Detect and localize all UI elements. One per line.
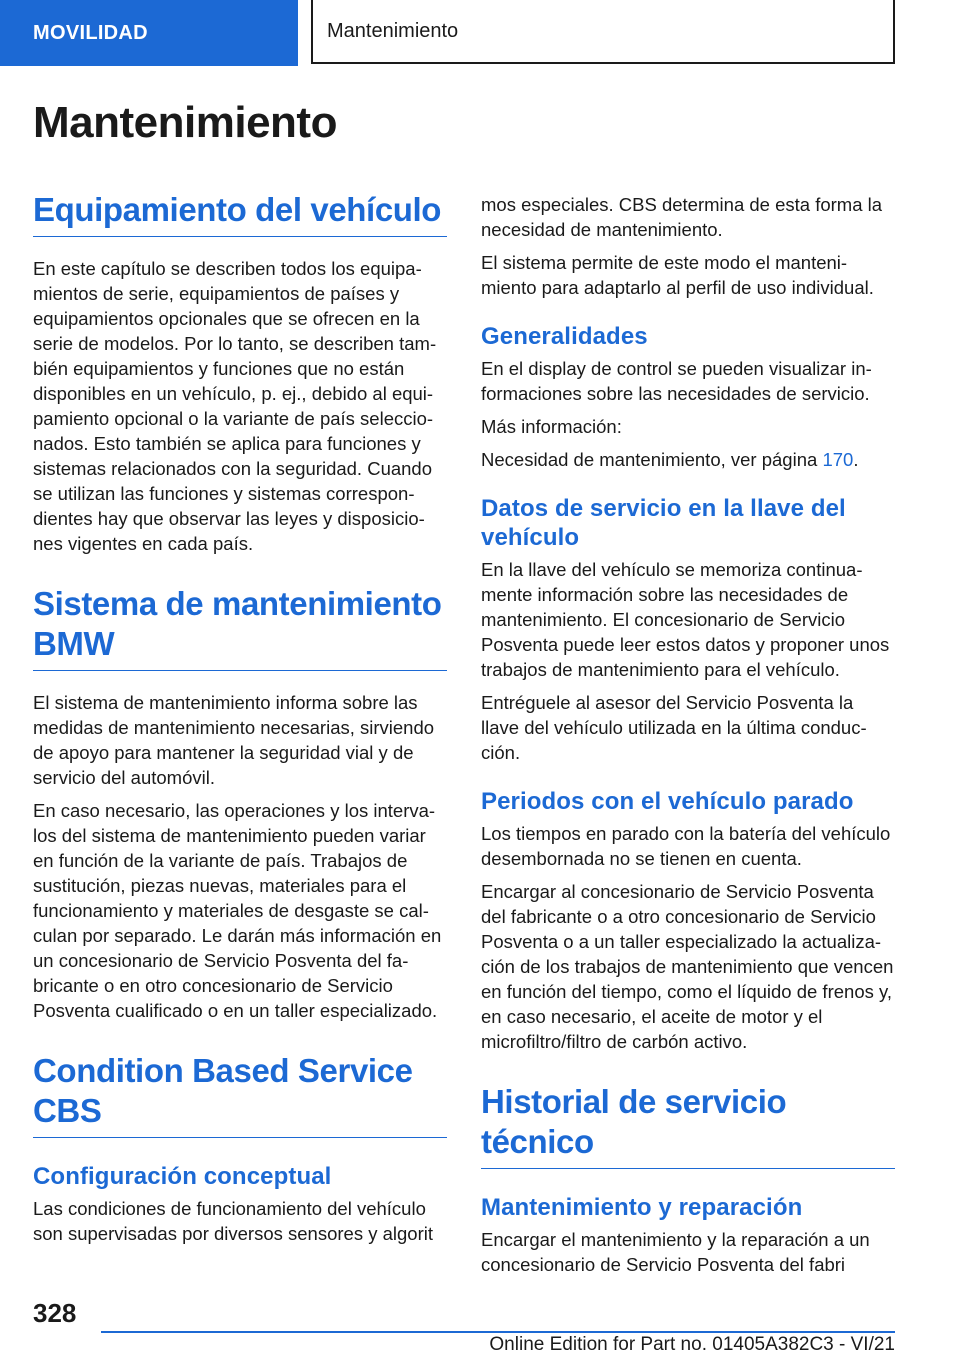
paragraph-equipamiento: En este capítulo se describen todos los equipamientos de serie, equipamientos de países y equipamientos opcionales que se ofrecen en la serie de modelos. Por lo tanto, se describen también equipamientos y funciones que no están disponibles en un vehículo, p. ej., debido al equipamiento opcional o la variante de país seleccionados. Esto también se aplica para funciones y sistemas relacionados con la seguridad. Cuando se utilizan las funciones y sistemas correspondientes hay que observar las leyes y disposiciones vigentes en cada país.	[33, 258, 437, 554]
paragraph-sistema-1: El sistema de mantenimiento informa sobre las medidas de mantenimiento necesarias, sirviendo de apoyo para mantener la seguridad vial y de servicio del automóvil.	[33, 692, 435, 788]
subheading-generalidades: Generalidades	[481, 323, 648, 350]
page-number: 328	[33, 1298, 77, 1328]
heading-cbs: Condition Based Service CBS	[33, 1051, 447, 1138]
chapter-header	[311, 0, 895, 64]
page-title: Mantenimiento	[33, 98, 337, 147]
heading-equipamiento: Equipamiento del vehículo	[33, 190, 447, 237]
paragraph-periodos-2: Encargar al concesionario de Servicio Posventa del fabricante o a otro concesionario de Servicio Posventa o a un taller especializado la actualización de los trabajos de mantenimiento que vencen en función del tiempo, como el líquido de frenos y, en caso necesario, el aceite de motor y el microfiltro/filtro de carbón activo.	[481, 881, 894, 1052]
footer-edition: Online Edition for Part no. 01405A382C3 - VI/21	[489, 1334, 895, 1355]
subheading-datos-servicio: Datos de servicio en la llave del vehículo	[481, 495, 846, 551]
heading-sistema-mantenimiento: Sistema de mantenimiento BMW	[33, 584, 447, 671]
section-label: MOVILIDAD	[33, 21, 148, 44]
chapter-label: Mantenimiento	[327, 19, 459, 42]
paragraph-datos-2: Entréguele al asesor del Servicio Posventa la llave del vehículo utilizada en la última conducción.	[481, 692, 867, 763]
section-tab	[0, 0, 298, 66]
paragraph-sistema-2: En caso necesario, las operaciones y los intervalos del sistema de mantenimiento pueden variar en función de la variante de país. Trabajos de sustitución, piezas nuevas, materiales para el funcionamiento y materiales de desgaste se calculan por separado. Le darán más información en un concesionario de Servicio Posventa del fabricante o en otro concesionario de Servicio Posventa cualificado o en un taller especializado.	[33, 800, 442, 1021]
paragraph-datos-1: En la llave del vehículo se memoriza continuamente información sobre las necesidades de mantenimiento. El concesionario de Servicio Posventa puede leer estos datos y proponer unos trabajos de mantenimiento para el vehículo.	[481, 559, 890, 680]
right-column	[481, 192, 895, 1277]
page-link-170[interactable]: 170	[822, 449, 854, 470]
heading-historial: Historial de servicio técnico	[481, 1082, 895, 1169]
reference-suffix: .	[853, 449, 859, 470]
subheading-periodos: Periodos con el vehículo parado	[481, 788, 854, 815]
paragraph-generalidades-3	[481, 447, 895, 472]
left-column	[33, 190, 447, 1246]
paragraph-mantenimiento-reparacion: Encargar el mantenimiento y la reparación a un concesionario de Servicio Posventa del fabri	[481, 1229, 870, 1275]
paragraph-configuracion: Las condiciones de funcionamiento del vehículo son supervisadas por diversos sensores y algorit	[33, 1198, 433, 1244]
paragraph-cbs-cont-1: mos especiales. CBS determina de esta forma la necesidad de mantenimiento.	[481, 194, 883, 240]
paragraph-generalidades-2: Más información:	[481, 416, 622, 437]
paragraph-cbs-cont-2: El sistema permite de este modo el mantenimiento para adaptarlo al perfil de uso individual.	[481, 252, 874, 298]
paragraph-periodos-1: Los tiempos en parado con la batería del vehículo desembornada no se tienen en cuenta.	[481, 823, 891, 869]
reference-text: Necesidad de mantenimiento, ver página	[481, 449, 823, 470]
footer-divider	[101, 1331, 895, 1333]
subheading-configuracion: Configuración conceptual	[33, 1163, 332, 1190]
paragraph-generalidades-1: En el display de control se pueden visualizar informaciones sobre las necesidades de servicio.	[481, 358, 872, 404]
subheading-mantenimiento-reparacion: Mantenimiento y reparación	[481, 1194, 803, 1221]
